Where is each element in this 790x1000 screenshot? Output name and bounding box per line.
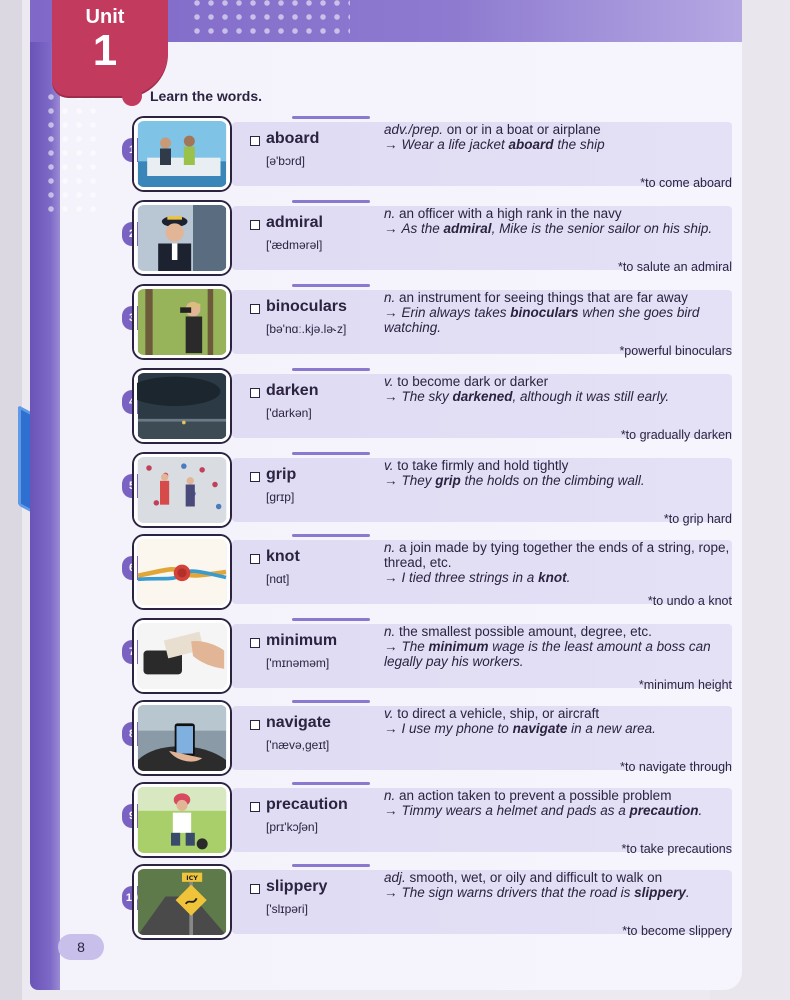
collocation: *to salute an admiral [618, 260, 732, 274]
page-number: 8 [58, 934, 104, 960]
vocab-word: minimum [266, 632, 338, 649]
collocation: *to undo a knot [647, 594, 732, 608]
collocation: *to navigate through [620, 760, 732, 774]
example-keyword: minimum [428, 639, 489, 654]
vocab-entry [122, 116, 732, 194]
definition-block [384, 540, 732, 585]
vocab-word: slippery [266, 878, 328, 895]
collocation: *to become slippery [622, 924, 732, 938]
definition-text: on or in a boat or airplane [443, 122, 601, 137]
entry-number: 8 [122, 722, 142, 746]
svg-text:ICY: ICY [186, 874, 198, 882]
pronunciation: [prɪ'kɔʃən] [266, 820, 318, 834]
part-of-speech: n. [384, 624, 396, 639]
collocation: *minimum height [638, 678, 732, 692]
definition-text: an action taken to prevent a possible problem [395, 788, 672, 803]
vocab-entry [122, 864, 732, 942]
example-text: , Mike is the senior sailor on his ship. [491, 221, 713, 236]
vocab-word: navigate [266, 714, 331, 731]
vocab-word: knot [266, 548, 300, 565]
checkbox[interactable] [250, 136, 260, 146]
string-knot-image [134, 536, 230, 608]
pronunciation: ['mɪnəməm] [266, 656, 330, 670]
definition [384, 540, 732, 570]
definition [384, 290, 732, 305]
decorative-dots [44, 90, 104, 220]
example-text: . [698, 803, 703, 818]
definition [384, 374, 732, 389]
navy-officer-image [134, 202, 230, 274]
vocab-entry [122, 284, 732, 362]
collocation: *to grip hard [663, 512, 732, 526]
arrow-icon: → [384, 885, 398, 900]
entry-number: 6 [122, 556, 142, 580]
arrow-icon: → [384, 305, 398, 320]
instruction [122, 86, 262, 106]
example-sentence [384, 473, 732, 488]
collocation: *to come aboard [640, 176, 732, 190]
example-text: , although it was still early. [512, 389, 670, 404]
example-keyword: grip [435, 473, 461, 488]
example-text: the ship [553, 137, 605, 152]
definition-block [384, 374, 732, 404]
definition-text: an instrument for seeing things that are far away [395, 290, 688, 305]
definition-block [384, 624, 732, 669]
definition-block [384, 706, 732, 736]
pronunciation: ['ædmərəl] [266, 238, 323, 252]
definition [384, 788, 732, 803]
entry-number: 5 [122, 474, 142, 498]
definition [384, 870, 732, 885]
arrow-icon: → [384, 389, 398, 404]
decorative-dots [190, 0, 350, 36]
example-text: The sky [401, 389, 453, 404]
definition [384, 122, 732, 137]
example-text: I tied three strings in a [401, 570, 539, 585]
definition [384, 706, 732, 721]
instruction-text: Learn the words. [150, 88, 263, 104]
example-sentence [384, 305, 732, 335]
example-sentence [384, 221, 732, 236]
example-sentence [384, 570, 732, 585]
woman-with-binoculars-image [134, 286, 230, 358]
unit-label: Unit [85, 6, 125, 28]
definition-text: smooth, wet, or oily and difficult to walk on [405, 870, 663, 885]
example-sentence [384, 803, 732, 818]
definition-block [384, 122, 732, 152]
vocab-entry [122, 200, 732, 278]
checkbox[interactable] [250, 472, 260, 482]
collocation: *to gradually darken [620, 428, 732, 442]
climbing-wall-image [134, 454, 230, 526]
arrow-icon: → [384, 639, 398, 654]
vocab-entry [122, 700, 732, 778]
example-keyword: precaution [629, 803, 699, 818]
example-text: in a new area. [567, 721, 656, 736]
checkbox[interactable] [250, 554, 260, 564]
entry-divider [292, 368, 370, 371]
dark-stormy-sky-image [134, 370, 230, 442]
entry-number: 9 [122, 804, 142, 828]
part-of-speech: adv./prep. [384, 122, 444, 137]
wallet-money-image [134, 620, 230, 692]
part-of-speech: adj. [384, 870, 406, 885]
example-text: wage is the least amount a boss can legally pay his workers. [384, 639, 711, 669]
example-text: . [566, 570, 571, 585]
vocab-entry [122, 618, 732, 696]
example-keyword: navigate [512, 721, 568, 736]
vocab-word: precaution [266, 796, 348, 813]
part-of-speech: v. [384, 374, 394, 389]
entry-divider [292, 700, 370, 703]
entry-divider [292, 864, 370, 867]
checkbox[interactable] [250, 388, 260, 398]
example-text: As the [401, 221, 444, 236]
definition [384, 458, 732, 473]
unit-number: 1 [92, 26, 118, 75]
bullet-icon [122, 86, 142, 106]
definition-text: an officer with a high rank in the navy [395, 206, 622, 221]
icy-road-sign-image [134, 866, 230, 938]
pronunciation: [ə'bɔrd] [266, 154, 305, 168]
arrow-icon: → [384, 137, 398, 152]
vocab-word: darken [266, 382, 319, 399]
entry-divider [292, 782, 370, 785]
vocab-entry [122, 534, 732, 612]
vocab-entry [122, 782, 732, 860]
example-text: Timmy wears a helmet and pads as a [401, 803, 630, 818]
example-text: Wear a life jacket [401, 137, 509, 152]
part-of-speech: v. [384, 706, 394, 721]
definition [384, 624, 732, 639]
example-text: They [401, 473, 436, 488]
arrow-icon: → [384, 221, 398, 236]
definition-text: a join made by tying together the ends of a string, rope, thread, etc. [384, 540, 730, 570]
entry-number: 2 [122, 222, 142, 246]
entry-number: 1 [122, 138, 142, 162]
arrow-icon: → [384, 570, 398, 585]
example-keyword: admiral [443, 221, 492, 236]
vocab-word: binoculars [266, 298, 347, 315]
checkbox[interactable] [250, 802, 260, 812]
collocation: *powerful binoculars [619, 344, 732, 358]
checkbox[interactable] [250, 304, 260, 314]
vocab-entry [122, 368, 732, 446]
child-with-helmet-image [134, 784, 230, 856]
pronunciation: [grɪp] [266, 490, 295, 504]
example-text: The sign warns drivers that the road is [401, 885, 635, 900]
entry-divider [292, 116, 370, 119]
entry-number: 4 [122, 390, 142, 414]
entry-divider [292, 452, 370, 455]
collocation: *to take precautions [621, 842, 732, 856]
vocab-word: aboard [266, 130, 320, 147]
example-text: . [685, 885, 690, 900]
definition-block [384, 206, 732, 236]
example-sentence [384, 639, 732, 669]
part-of-speech: n. [384, 788, 396, 803]
pronunciation: ['darkən] [266, 406, 312, 420]
phone-navigation-image [134, 702, 230, 774]
definition-text: to take firmly and hold tightly [393, 458, 569, 473]
people-aboard-boat-image [134, 118, 230, 190]
definition-text: to become dark or darker [393, 374, 549, 389]
definition-block [384, 458, 732, 488]
entry-divider [292, 284, 370, 287]
example-sentence [384, 885, 732, 900]
vocab-entry [122, 452, 732, 530]
example-text: when she goes bird watching. [384, 305, 700, 335]
entry-number: 3 [122, 306, 142, 330]
example-keyword: darkened [452, 389, 513, 404]
part-of-speech: n. [384, 290, 396, 305]
part-of-speech: n. [384, 206, 396, 221]
example-sentence [384, 721, 732, 736]
example-keyword: knot [538, 570, 567, 585]
example-sentence [384, 137, 732, 152]
example-text: Erin always takes [401, 305, 511, 320]
entry-divider [292, 200, 370, 203]
pronunciation: [bə'nɑː.kjə.lə˞z] [266, 322, 347, 336]
definition-block [384, 290, 732, 335]
pronunciation: ['slɪpəri] [266, 902, 308, 916]
example-text: The [401, 639, 429, 654]
entry-divider [292, 534, 370, 537]
example-text: the holds on the climbing wall. [460, 473, 645, 488]
entry-number: 7 [122, 640, 142, 664]
checkbox[interactable] [250, 884, 260, 894]
definition [384, 206, 732, 221]
definition-block [384, 788, 732, 818]
pronunciation: ['nævə,geɪt] [266, 738, 330, 752]
definition-text: the smallest possible amount, degree, etc. [395, 624, 652, 639]
definition-block [384, 870, 732, 900]
vocab-word: admiral [266, 214, 323, 231]
arrow-icon: → [384, 803, 398, 818]
vocab-word: grip [266, 466, 297, 483]
example-sentence [384, 389, 732, 404]
example-keyword: slippery [634, 885, 686, 900]
arrow-icon: → [384, 473, 398, 488]
example-keyword: aboard [508, 137, 554, 152]
example-text: I use my phone to [401, 721, 513, 736]
definition-text: to direct a vehicle, ship, or aircraft [393, 706, 600, 721]
checkbox[interactable] [250, 638, 260, 648]
arrow-icon: → [384, 721, 398, 736]
pronunciation: [nɑt] [266, 572, 290, 586]
part-of-speech: v. [384, 458, 394, 473]
entry-divider [292, 618, 370, 621]
example-keyword: binoculars [510, 305, 579, 320]
part-of-speech: n. [384, 540, 396, 555]
checkbox[interactable] [250, 220, 260, 230]
unit-badge [52, 0, 168, 96]
checkbox[interactable] [250, 720, 260, 730]
entry-number: 10 [122, 886, 142, 910]
